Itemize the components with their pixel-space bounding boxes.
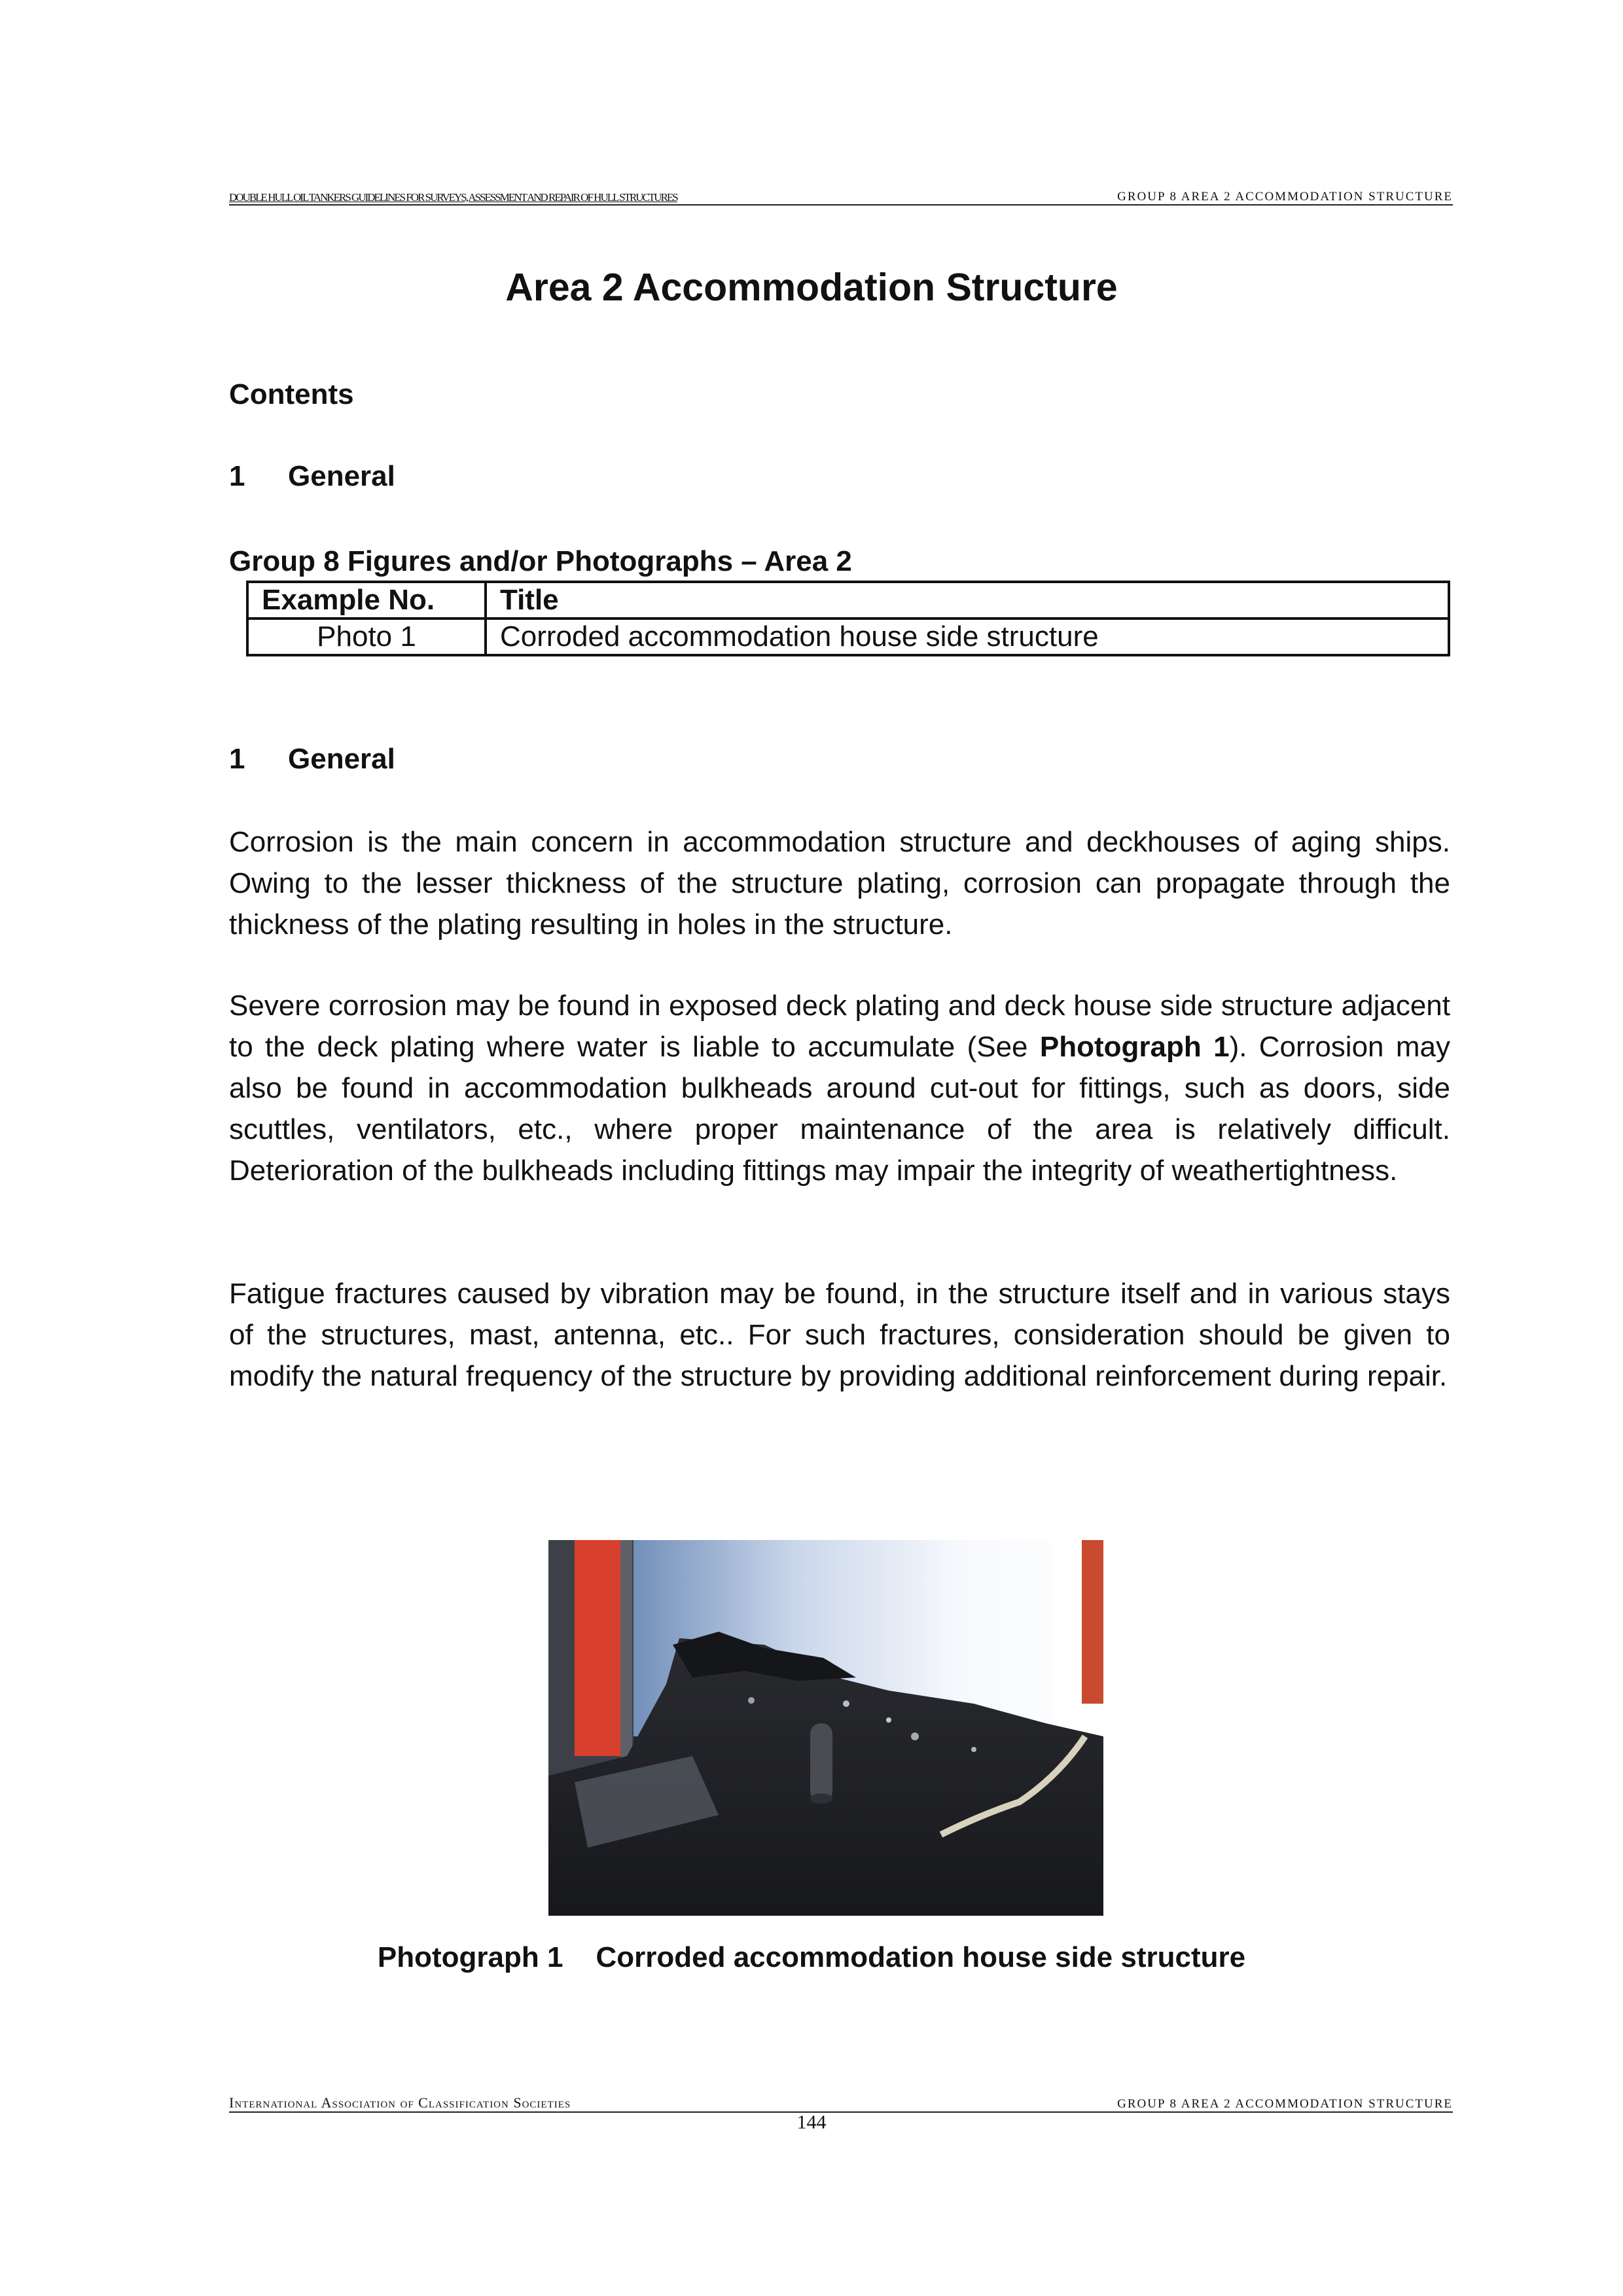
footer-section-title: GROUP 8 AREA 2 ACCOMMODATION STRUCTURE	[1117, 2097, 1453, 2111]
contents-heading: Contents	[229, 378, 354, 410]
paragraph-severe-corrosion	[229, 985, 1450, 1191]
caption-text: Corroded accommodation house side structure	[596, 1941, 1246, 1973]
contents-item-number: 1	[229, 460, 245, 492]
photo-illustration	[548, 1540, 1103, 1916]
section-heading-general	[229, 743, 395, 776]
table-row	[247, 619, 1449, 655]
header-document-title: DOUBLE HULL OIL TANKERS GUIDELINES FOR SURVEYS, ASSESSMENT AND REPAIR OF HULL STRUCTURES	[229, 191, 677, 204]
paragraph-text: ). Corrosion may also be found in accommodation bulkheads around cut-out for fittings, such as doors, side scuttles, ventilators, etc., where proper maintenance of the area is relatively difficult. Deterioration of the bulkheads including fittings may impair the integrity of weathertightness.	[229, 1031, 1450, 1187]
corroded-structure-photo	[548, 1540, 1103, 1916]
page-title: Area 2 Accommodation Structure	[505, 266, 1118, 309]
running-header	[229, 186, 1453, 206]
column-header-title: Title	[486, 582, 1449, 619]
photograph-reference: Photograph 1	[1039, 1031, 1230, 1063]
header-section-title: GROUP 8 AREA 2 ACCOMMODATION STRUCTURE	[1117, 190, 1453, 204]
cell-example-no: Photo 1	[247, 619, 486, 655]
photo-caption	[0, 1941, 1623, 1974]
figures-heading: Group 8 Figures and/or Photographs – Area 2	[229, 545, 852, 577]
paragraph-fatigue-fractures: Fatigue fractures caused by vibration may be found, in the structure itself and in various stays of the structures, mast, antenna, etc.. For such fractures, consideration should be given to modify the natural frequency of the structure by providing additional reinforcement during repair.	[229, 1278, 1450, 1392]
footer-organization: International Association of Classification Societies	[229, 2094, 571, 2111]
column-header-example: Example No.	[247, 582, 486, 619]
contents-item-general	[229, 460, 395, 493]
page-number: 144	[796, 2111, 827, 2133]
paragraph-text: Severe corrosion may be found in exposed deck plating and deck house side structure adjacent to the deck plating where water is liable to accumulate (See	[229, 990, 1450, 1063]
table-header-row	[247, 582, 1449, 619]
running-footer	[229, 2092, 1453, 2113]
caption-label: Photograph 1	[377, 1941, 563, 1973]
section-title: General	[288, 743, 395, 775]
contents-item-label: General	[288, 460, 395, 492]
section-number: 1	[229, 743, 245, 775]
paragraph-corrosion-concern: Corrosion is the main concern in accommodation structure and deckhouses of aging ships. Owing to the lesser thickness of the structure plating, corrosion can propagate through the thickness of the plating resulting in holes in the structure.	[229, 826, 1450, 941]
figures-table	[246, 581, 1450, 656]
cell-title: Corroded accommodation house side structure	[486, 619, 1449, 655]
